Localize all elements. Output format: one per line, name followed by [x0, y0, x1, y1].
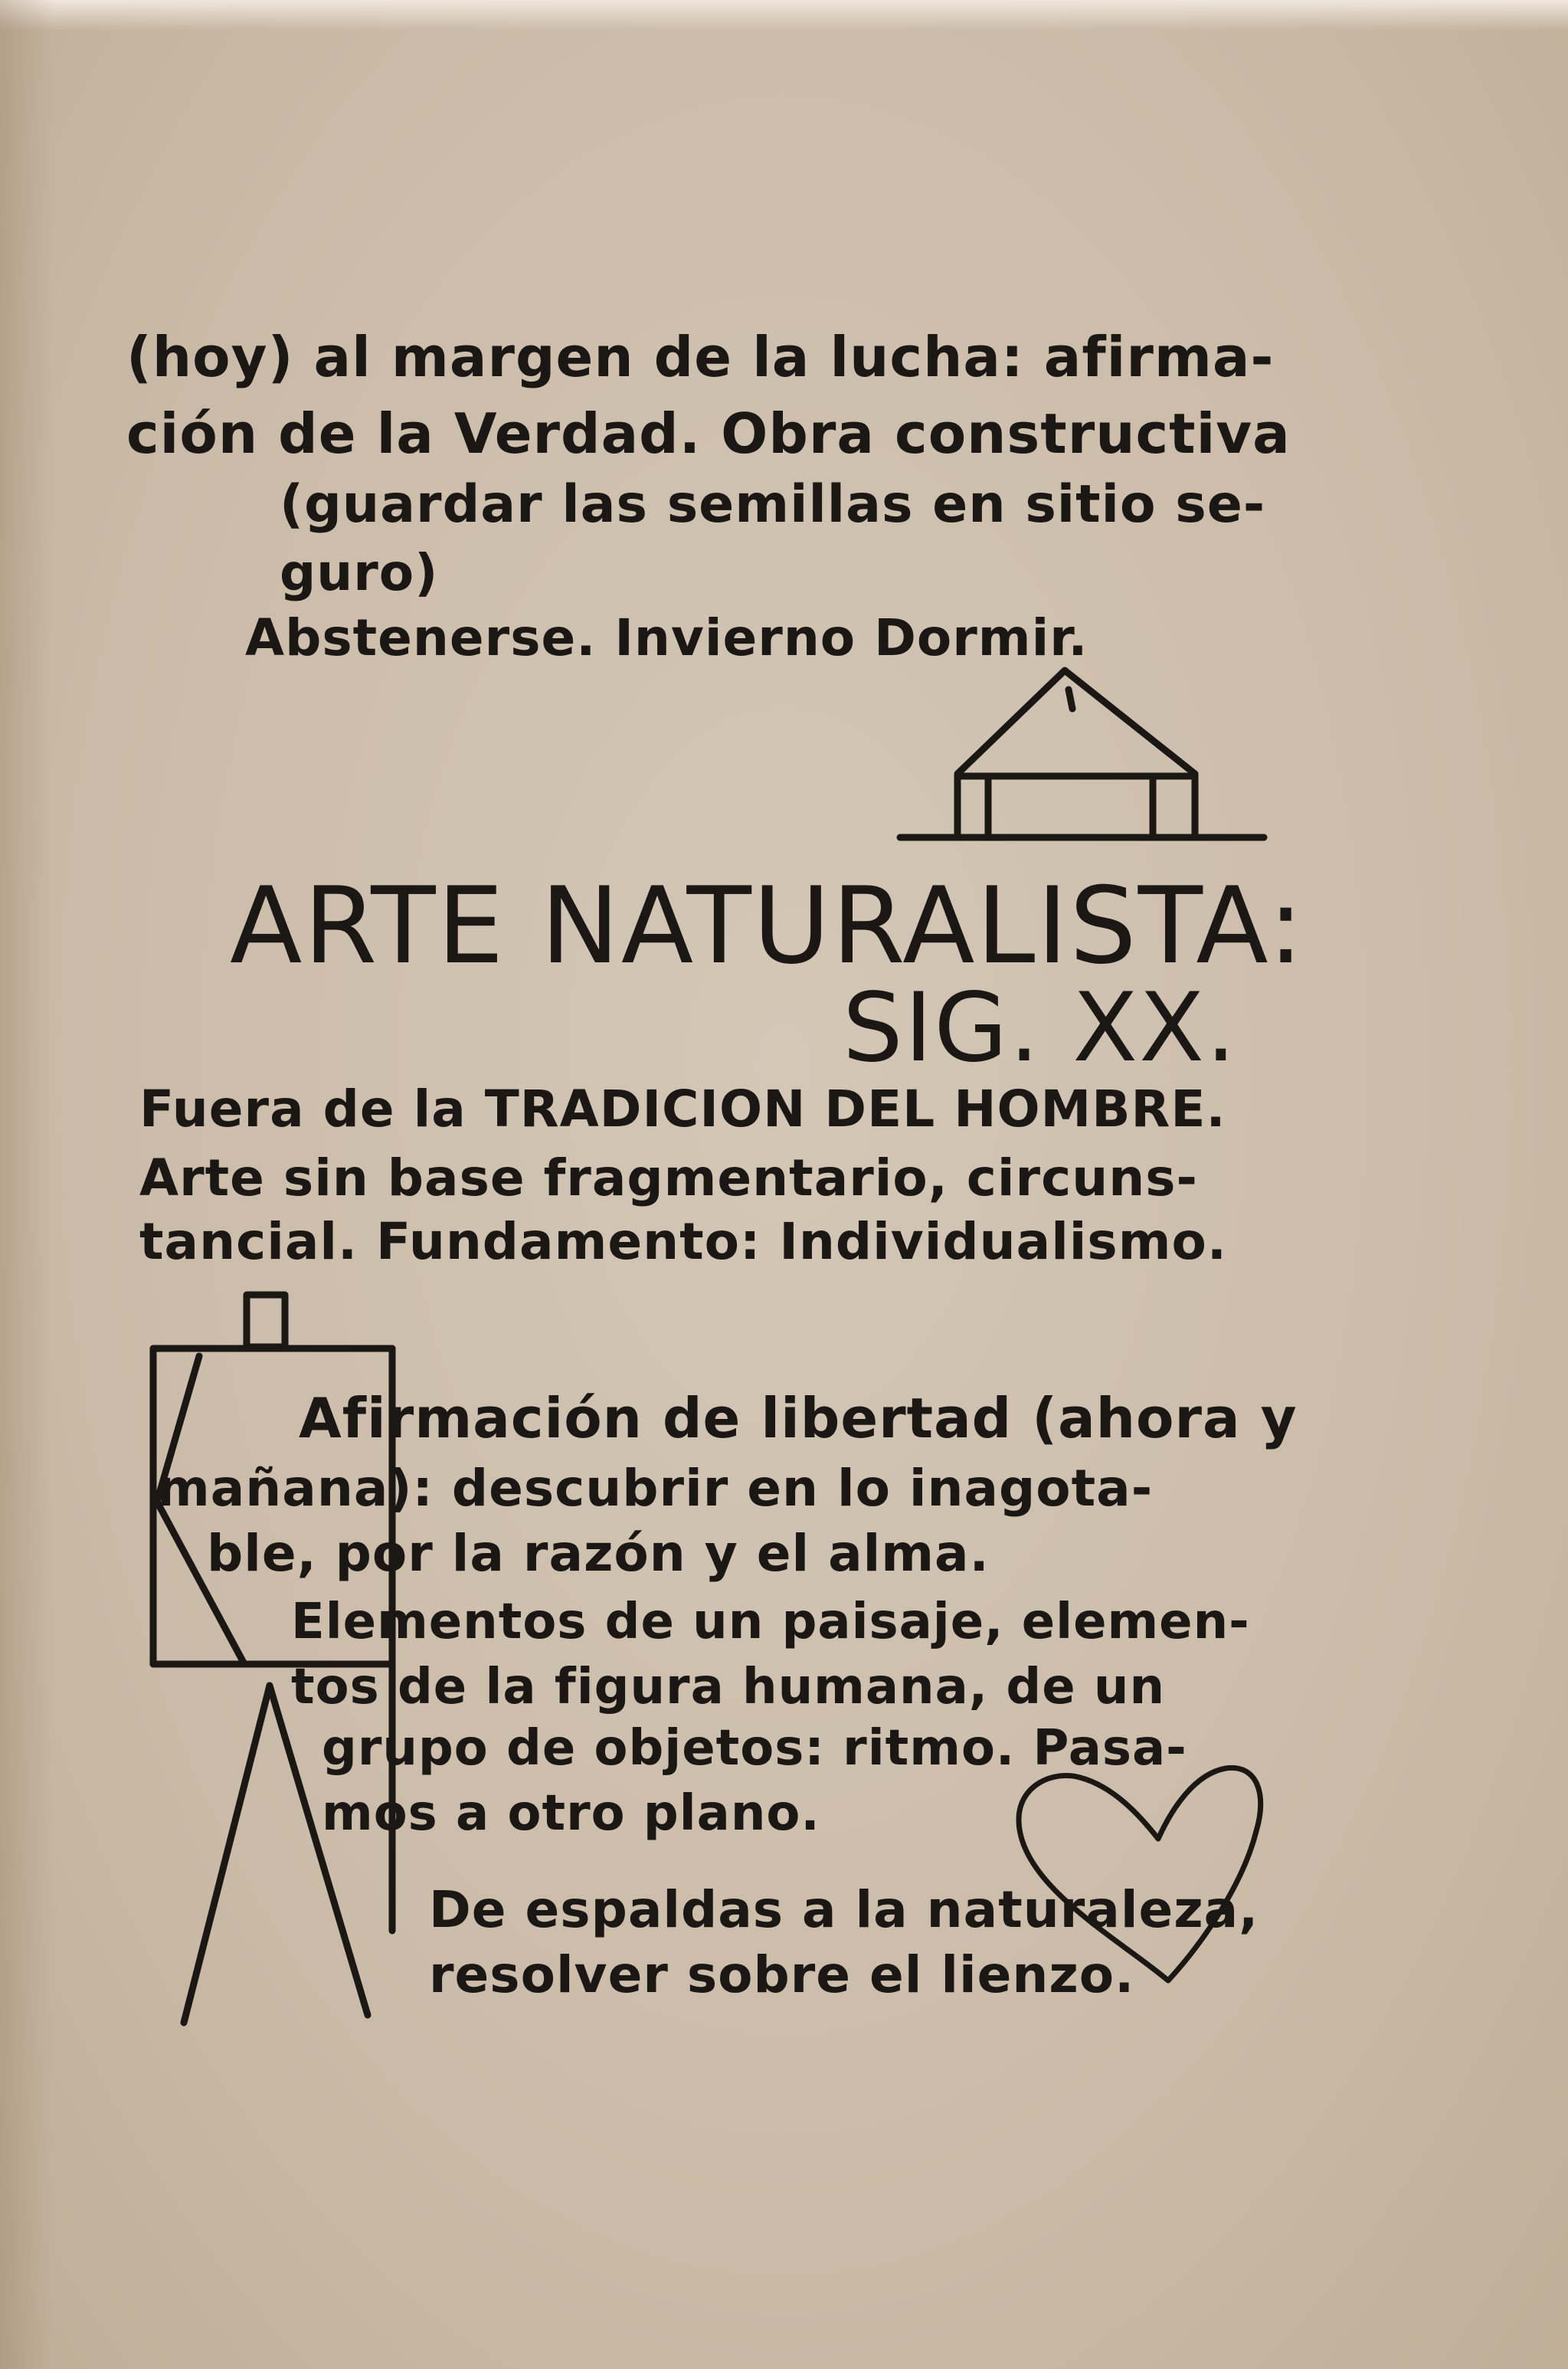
- bottom-line-7: mos a otro plano.: [322, 1785, 820, 1842]
- heading-line-2: SIG. XX.: [843, 973, 1238, 1083]
- bottom-line-3: ble, por la razón y el alma.: [207, 1524, 990, 1583]
- house-icon: [900, 670, 1264, 837]
- top-line-4: guro): [280, 543, 439, 602]
- bottom-line-8: De espaldas a la naturaleza,: [429, 1880, 1259, 1939]
- bottom-line-4: Elementos de un paisaje, elemen-: [291, 1594, 1250, 1650]
- middle-line-3: tancial. Fundamento: Individualismo.: [139, 1212, 1227, 1271]
- bottom-line-2: mañana): descubrir en lo inagota-: [157, 1459, 1154, 1518]
- middle-line-2: Arte sin base fragmentario, circuns-: [139, 1148, 1198, 1207]
- heading-line-1: ARTE NATURALISTA:: [230, 864, 1305, 988]
- bottom-line-6: grupo de objetos: ritmo. Pasa-: [322, 1720, 1187, 1777]
- bottom-line-1: Afirmación de libertad (ahora y: [299, 1386, 1298, 1450]
- top-line-3: (guardar las semillas en sitio se-: [280, 474, 1266, 535]
- middle-line-1: Fuera de la TRADICION DEL HOMBRE.: [139, 1080, 1226, 1139]
- top-line-2: ción de la Verdad. Obra constructiva: [126, 401, 1291, 466]
- top-line-1: (hoy) al margen de la lucha: afirma-: [126, 325, 1275, 389]
- top-line-5: Abstenerse. Invierno Dormir.: [245, 608, 1088, 667]
- bottom-line-9: resolver sobre el lienzo.: [429, 1945, 1135, 2004]
- bottom-line-5: tos de la figura humana, de un: [291, 1659, 1165, 1715]
